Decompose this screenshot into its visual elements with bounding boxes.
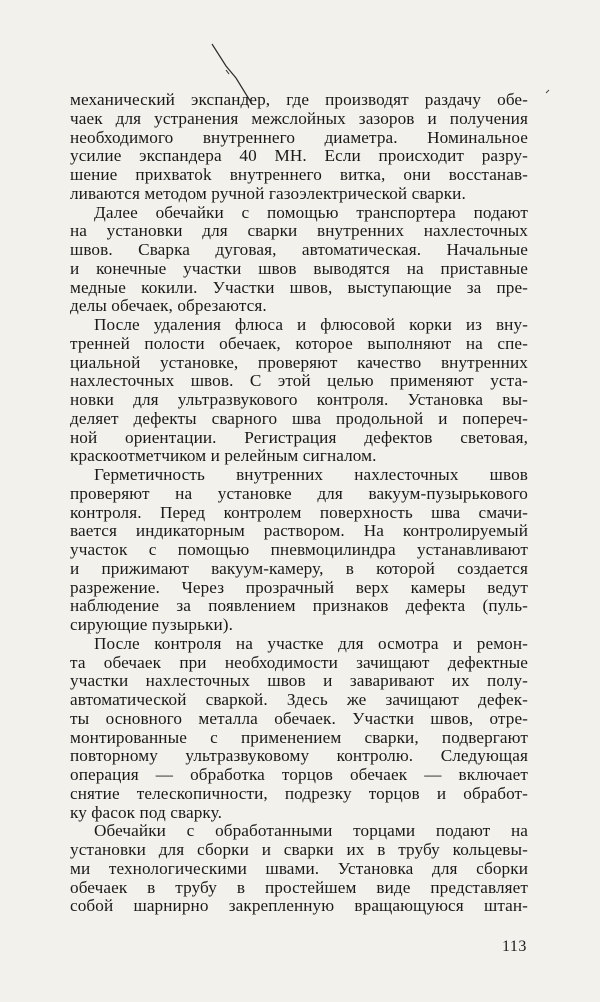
text-line: та обечаек при необходимости зачищают дефектные bbox=[70, 652, 528, 672]
text-line: новки для ультразвукового контроля. Установка вы- bbox=[70, 390, 528, 409]
text-line: наблюдение за появлением признаков дефекта (пуль- bbox=[70, 596, 528, 616]
text-line: ми технологическими швами. Установка для сборки bbox=[70, 858, 528, 878]
text-line: на установки для сварки внутренних нахлесточных bbox=[70, 221, 528, 241]
text-line: шение прихватok внутреннего витка, они восстанав- bbox=[70, 165, 528, 184]
text-line: ты основного металла обечаек. Участки швов, отре- bbox=[70, 708, 528, 728]
text-line: медные кокили. Участки швов, выступающие за пре- bbox=[70, 277, 528, 297]
text-line: повторному ультразвуковому контролю. Следующая bbox=[70, 746, 528, 766]
text-line: участки нахлесточных швов и заваривают их полу- bbox=[70, 671, 528, 691]
text-line: деляет дефекты сварного шва продольной и попереч- bbox=[70, 408, 528, 428]
text-line: контроля. Перед контролем поверхность шва смачи- bbox=[70, 502, 528, 522]
text-line: ливаются методом ручной газоэлектрической сварки. bbox=[70, 183, 466, 203]
text-line: проверяют на установке для вакуум-пузырькового bbox=[70, 483, 528, 503]
text-line: Обечайки с обработанными торцами подают на bbox=[94, 821, 528, 841]
text-line: ку фасок под сварку. bbox=[70, 802, 222, 822]
text-line: швов. Сварка дуговая, автоматическая. Начальные bbox=[70, 240, 528, 259]
text-line: участок с помощью пневмоцилиндра устанавливают bbox=[70, 540, 528, 559]
text-line: необходимого внутреннего диаметра. Номинальное bbox=[70, 127, 528, 147]
text-line: После удаления флюса и флюсовой корки из вну- bbox=[94, 315, 528, 334]
text-line: разрежение. Через прозрачный верх камеры ведут bbox=[70, 577, 528, 597]
text-line: механический экспандер, где производят раздачу обе- bbox=[70, 90, 528, 109]
text-line: установки для сборки и сварки их в трубу кольцевы- bbox=[70, 840, 528, 859]
text-line: Герметичность внутренних нахлесточных швов bbox=[94, 465, 528, 484]
text-line: делы обечаек, обрезаются. bbox=[70, 296, 267, 316]
text-line: и прижимают вакуум-камеру, в которой создается bbox=[70, 558, 528, 578]
body-text bbox=[70, 91, 528, 916]
text-line: чаек для устранения межслойных зазоров и получения bbox=[70, 108, 528, 128]
text-line: усилие экспандера 40 МН. Если происходит разру- bbox=[70, 146, 528, 166]
text-line: нахлесточных швов. С этой целью применяют уста- bbox=[70, 371, 528, 391]
text-line: автоматической сваркой. Здесь же зачищают дефек- bbox=[70, 690, 528, 709]
text-line: и конечные участки швов выводятся на приставные bbox=[70, 258, 528, 278]
page-number: 113 bbox=[502, 938, 527, 955]
text-line: ной ориентации. Регистрация дефектов световая, bbox=[70, 427, 528, 447]
text-line: краскоотметчиком и релейным сигналом. bbox=[70, 446, 377, 466]
text-line: вается индикаторным раствором. На контролируемый bbox=[70, 521, 528, 541]
text-line: собой шарнирно закрепленную вращающуюся штан- bbox=[70, 896, 528, 916]
text-line: обечаек в трубу в простейшем виде представляет bbox=[70, 877, 528, 897]
text-line: снятие телескопичности, подрезку торцов и обработ- bbox=[70, 783, 528, 803]
text-line: циальной установке, проверяют качество внутренних bbox=[70, 352, 528, 372]
text-line: тренней полости обечаек, которое выполняют на спе- bbox=[70, 333, 528, 353]
text-line: Далее обечайки с помощью транспортера подают bbox=[94, 202, 528, 222]
text-line: операция — обработка торцов обечаек — включает bbox=[70, 765, 528, 784]
text-line: монтированные с применением сварки, подвергают bbox=[70, 727, 528, 747]
text-line: сирующие пузырьки). bbox=[70, 615, 234, 634]
text-line: После контроля на участке для осмотра и ремон- bbox=[94, 633, 528, 653]
